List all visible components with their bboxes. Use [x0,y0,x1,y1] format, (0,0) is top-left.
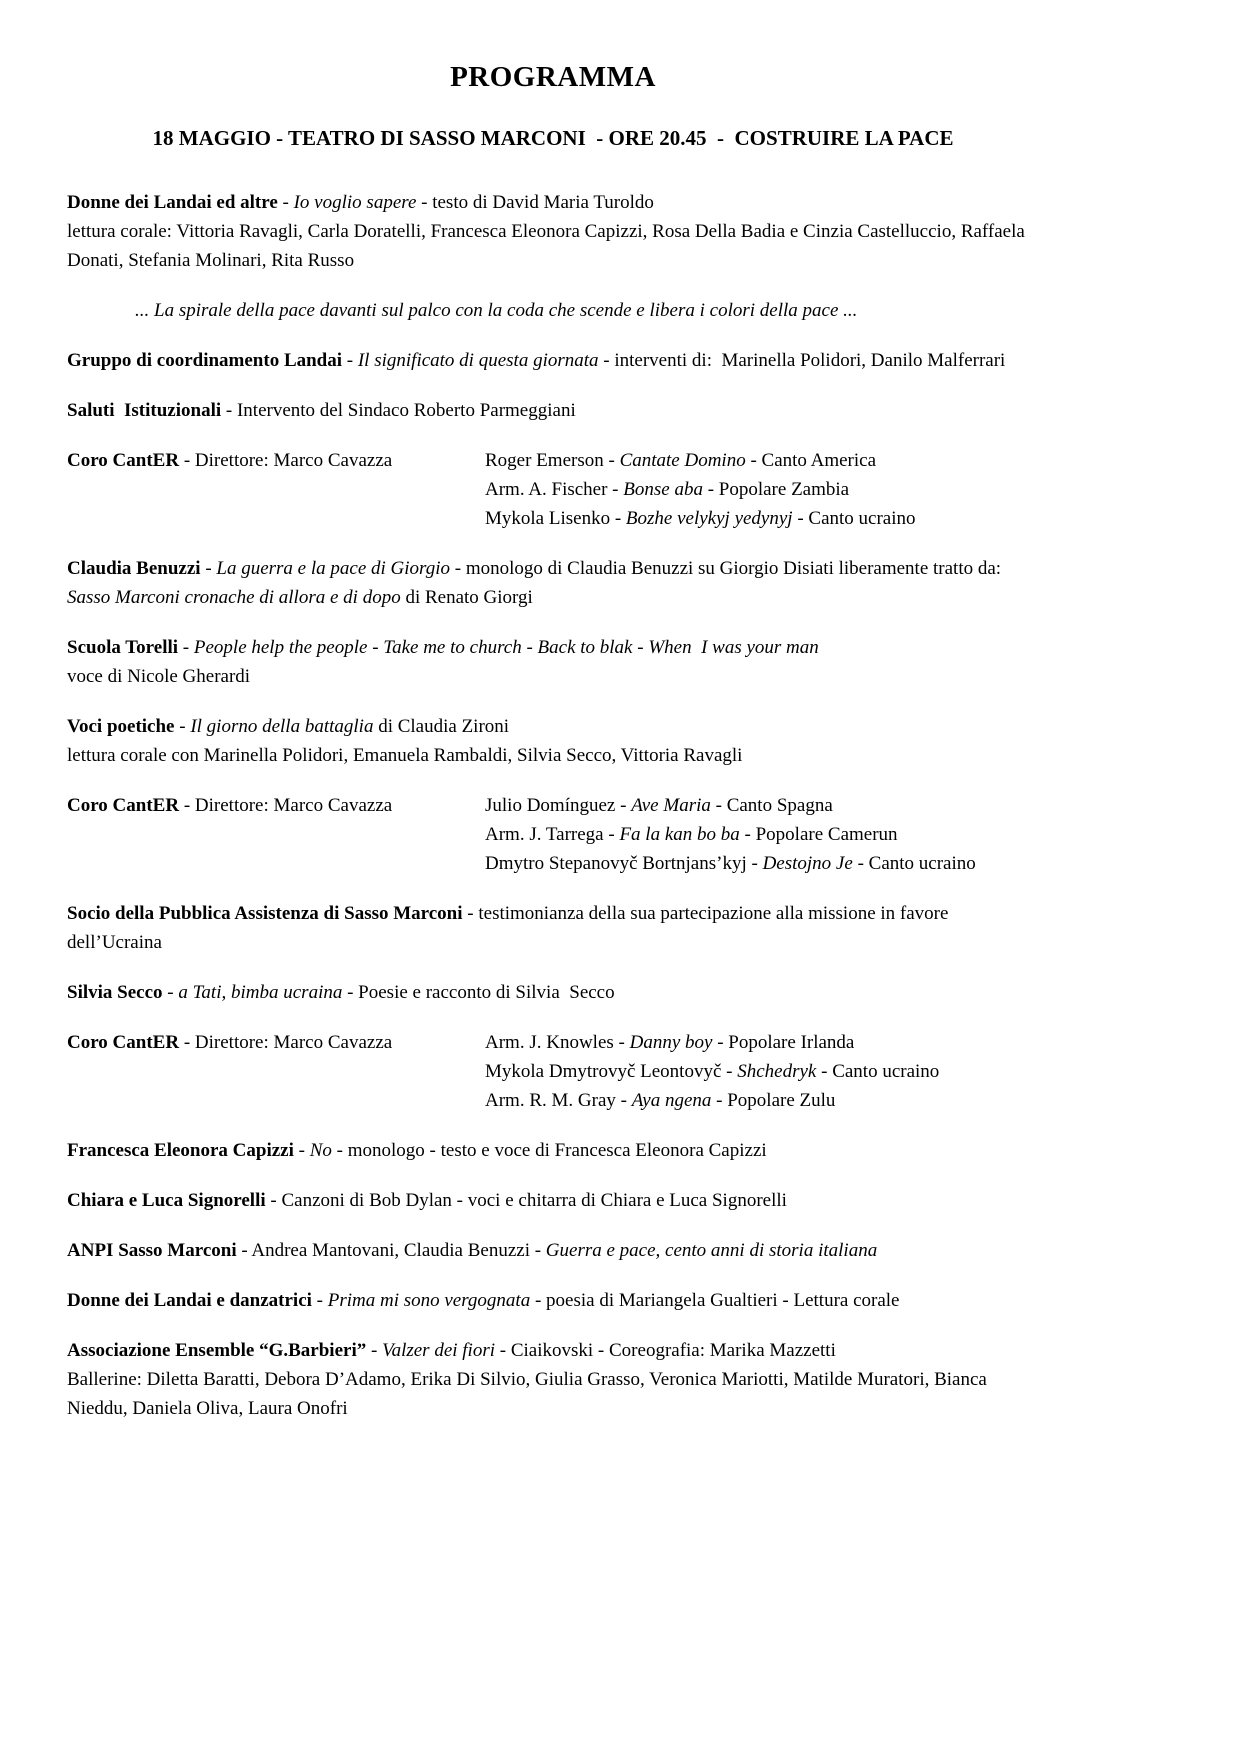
text-segment: People help the people - Take me to church - Back to blak - When I was your man [193,637,819,658]
choir-songs [485,791,1039,878]
text-segment: - Canto Spagna [710,795,833,816]
song-line [485,791,1039,820]
text-segment: Roger Emerson - [485,450,620,471]
text-segment: - interventi di: Marinella Polidori, Danilo Malferrari [598,350,1006,371]
text-segment: - Direttore: Marco Cavazza [179,1032,393,1053]
text-segment: Fa la kan bo ba [619,824,740,845]
text-segment: - monologo di Claudia Benuzzi su Giorgio Disiati liberamente tratto da: [450,558,1006,579]
text-segment: - Canto ucraino [816,1061,940,1082]
text-segment: - testimonianza della sua partecipazione alla missione in favore dell’Ucraina [67,903,954,953]
text-segment: Arm. J. Knowles - [485,1032,630,1053]
text-segment: Il significato di questa giornata [357,350,599,371]
text-segment: Cantate Domino [619,450,746,471]
program-entry [67,1236,1039,1265]
text-segment: Il giorno della battaglia [190,716,374,737]
text-segment: Arm. A. Fischer - [485,479,624,500]
text-segment: - [178,637,194,658]
text-segment: Bonse aba [623,479,703,500]
text-segment: Destojno Je [762,853,853,874]
text-segment: Io voglio sapere [293,192,417,213]
text-segment: voce di Nicole Gherardi [67,666,251,687]
text-segment: a Tati, bimba ucraina [178,982,343,1003]
program-entry [67,396,1039,425]
text-segment: Silvia Secco [67,982,163,1003]
text-segment: Prima mi sono vergognata [327,1290,531,1311]
choir-director [67,446,485,475]
choir-entry [67,791,1039,878]
song-line [485,1057,1039,1086]
program-entry [67,712,1039,770]
program-entry [67,1186,1039,1215]
text-segment: - [342,350,358,371]
choir-songs [485,446,1039,533]
text-segment: Donne dei Landai e danzatrici [67,1290,312,1311]
song-line [485,504,1039,533]
text-segment: Socio della Pubblica Assistenza di Sasso Marconi [67,903,463,924]
text-segment: lettura corale: Vittoria Ravagli, Carla Doratelli, Francesca Eleonora Capizzi, Rosa Della Badia e Cinzia Castelluccio, Raffaela Donati, Stefania Molinari, Rita Russo [67,221,1030,271]
text-segment: Dmytro Stepanovyč Bortnjans’kyj - [485,853,763,874]
program-entry [67,346,1039,375]
song-line [485,446,1039,475]
choir-songs [485,1028,1039,1115]
text-segment: Gruppo di coordinamento Landai [67,350,343,371]
text-segment: Ballerine: Diletta Baratti, Debora D’Adamo, Erika Di Silvio, Giulia Grasso, Veronica Mariotti, Matilde Muratori, Bianca Nieddu, Daniela Oliva, Laura Onofri [67,1369,992,1419]
song-line [485,849,1039,878]
text-segment: Associazione Ensemble “G.Barbieri” [67,1340,367,1361]
choir-director [67,791,485,820]
text-segment: - monologo - testo e voce di Francesca Eleonora Capizzi [331,1140,767,1161]
text-segment: Guerra e pace, cento anni di storia italiana [545,1240,878,1261]
text-segment: - [366,1340,383,1361]
entries [67,188,1039,1423]
text-segment: Arm. R. M. Gray - [485,1090,632,1111]
program-entry [67,1336,1039,1423]
program-entry [67,188,1039,275]
text-segment: Coro CantER [67,795,180,816]
text-segment: di Claudia Zironi [373,716,510,737]
text-segment: Danny boy [629,1032,713,1053]
text-segment: Donne dei Landai ed altre [67,192,278,213]
text-segment: - Popolare Zambia [702,479,850,500]
text-segment: Bozhe velykyj yedynyj [625,508,793,529]
text-segment: Mykola Lisenko - [485,508,626,529]
text-segment: Saluti Istituzionali [67,400,222,421]
text-segment: Mykola Dmytrovyč Leontovyč - [485,1061,738,1082]
text-segment: - Canzoni di Bob Dylan - voci e chitarra di Chiara e Luca Signorelli [265,1190,787,1211]
text-segment: - Direttore: Marco Cavazza [179,450,393,471]
text-segment: - Direttore: Marco Cavazza [179,795,393,816]
text-segment: - Ciaikovski - Coreografia: Marika Mazzetti [495,1340,836,1361]
text-segment: - [277,192,294,213]
page-title: PROGRAMMA [450,61,656,93]
text-segment: Scuola Torelli [67,637,179,658]
song-line [485,1086,1039,1115]
text-segment: - [293,1140,310,1161]
text-segment: - testo di David Maria Turoldo [416,192,654,213]
text-segment: - Canto ucraino [852,853,976,874]
text-segment: Aya ngena [631,1090,712,1111]
text-segment: lettura corale con Marinella Polidori, Emanuela Rambaldi, Silvia Secco, Vittoria Ravagli [67,745,743,766]
text-segment: - [200,558,217,579]
program-entry [67,978,1039,1007]
text-segment: - Popolare Irlanda [712,1032,855,1053]
choir-entry [67,1028,1039,1115]
text-segment: ... La spirale della pace davanti sul palco con la coda che scende e libera i colori della pace ... [135,300,858,321]
program-entry [67,899,1039,957]
program-entry [67,1136,1039,1165]
text-segment: - Popolare Camerun [739,824,898,845]
text-segment: - poesia di Mariangela Gualtieri - Lettura corale [530,1290,900,1311]
text-segment: La guerra e la pace di Giorgio [216,558,451,579]
text-segment: Ave Maria [631,795,711,816]
text-segment: - Andrea Mantovani, Claudia Benuzzi - [236,1240,546,1261]
text-segment: Sasso Marconi cronache di allora e di dopo [67,587,401,608]
text-segment: - [311,1290,328,1311]
text-segment: Arm. J. Tarrega - [485,824,620,845]
program-entry [67,1286,1039,1315]
text-segment: Valzer dei fiori [382,1340,496,1361]
quote-line [67,296,1039,325]
text-segment: - Intervento del Sindaco Roberto Parmeggiani [221,400,576,421]
text-segment: Julio Domínguez - [485,795,632,816]
song-line [485,820,1039,849]
text-segment: Chiara e Luca Signorelli [67,1190,266,1211]
text-segment: Voci poetiche [67,716,175,737]
text-segment: - [162,982,179,1003]
song-line [485,1028,1039,1057]
choir-director [67,1028,485,1057]
choir-entry [67,446,1039,533]
song-line [485,475,1039,504]
text-segment: Claudia Benuzzi [67,558,201,579]
program-entry [67,633,1039,691]
text-segment: Francesca Eleonora Capizzi [67,1140,294,1161]
page-subtitle: 18 MAGGIO - TEATRO DI SASSO MARCONI - ORE 20.45 - COSTRUIRE LA PACE [152,126,954,150]
text-segment: - [174,716,191,737]
text-segment: - Canto ucraino [792,508,916,529]
program-entry [67,554,1039,612]
text-segment: - Canto America [745,450,877,471]
text-segment: - Poesie e racconto di Silvia Secco [342,982,615,1003]
text-segment: - Popolare Zulu [711,1090,836,1111]
text-segment: di Renato Giorgi [400,587,533,608]
text-segment: ANPI Sasso Marconi [67,1240,237,1261]
text-segment: Shchedryk [737,1061,817,1082]
text-segment: No [309,1140,332,1161]
text-segment: Coro CantER [67,1032,180,1053]
text-segment: Coro CantER [67,450,180,471]
